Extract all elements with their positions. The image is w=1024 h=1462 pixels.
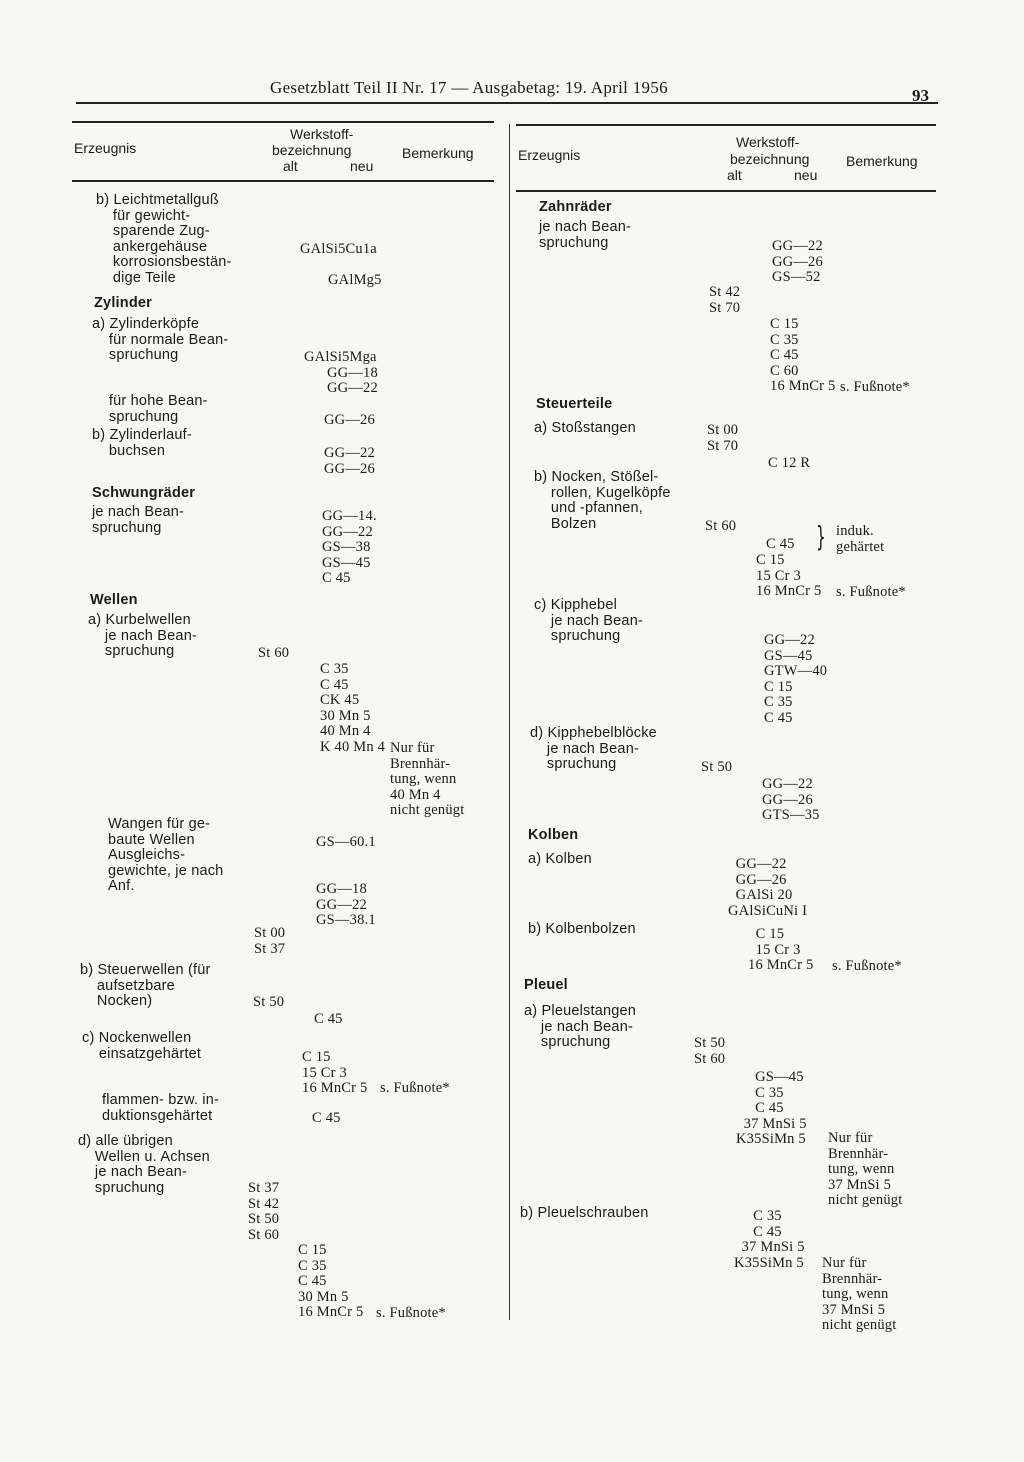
col-neu-right: neu bbox=[794, 167, 818, 183]
heading-schwungraeder: Schwungräder bbox=[92, 485, 196, 501]
right-top-rule bbox=[516, 124, 936, 126]
item-kolben: a) Kolben bbox=[528, 851, 592, 867]
bem-nocken-stoessel-2: s. Fußnote* bbox=[836, 584, 906, 600]
col-bemerkung-left: Bemerkung bbox=[402, 145, 474, 161]
item-zahnraeder: je nach Bean- spruchung bbox=[539, 219, 632, 251]
neu-leichtmetall-2: GAlMg5 bbox=[328, 272, 382, 288]
col-bemerkung-right: Bemerkung bbox=[846, 153, 918, 169]
neu-wangen-1: GS—60.1 bbox=[316, 834, 376, 850]
neu-zylinderkoepfe: GAlSi5Mga GG—18 GG—22 bbox=[304, 349, 378, 397]
col-erzeugnis-left: Erzeugnis bbox=[74, 140, 137, 156]
alt-uebrige-wellen: St 37 St 42 St 50 St 60 bbox=[248, 1180, 280, 1243]
neu-nocken-stoessel-2: C 15 15 Cr 3 16 MnCr 5 bbox=[756, 552, 822, 600]
neu-stossstangen: C 12 R bbox=[768, 455, 811, 471]
item-kurbelwellen: a) Kurbelwellen je nach Bean- spruchung bbox=[88, 612, 197, 660]
neu-flammengehaertet: C 45 bbox=[312, 1110, 341, 1126]
col-werkstoff-right: Werkstoff- bbox=[736, 134, 800, 150]
neu-kurbelwellen: C 35 C 45 CK 45 30 Mn 5 40 Mn 4 K 40 Mn 4 bbox=[320, 661, 386, 755]
item-steuerwellen: b) Steuerwellen (für aufsetzbare Nocken) bbox=[80, 962, 211, 1010]
alt-stossstangen: St 00 St 70 bbox=[707, 422, 739, 454]
right-head-rule bbox=[516, 190, 936, 192]
neu-kipphebelbloecke: GG—22 GG—26 GTS—35 bbox=[762, 776, 820, 824]
alt-pleuelstangen: St 50 St 60 bbox=[694, 1035, 726, 1067]
heading-zahnraeder: Zahnräder bbox=[539, 199, 612, 215]
neu-kipphebel: GG—22 GS—45 GTW—40 C 15 C 35 C 45 bbox=[764, 632, 828, 726]
item-zylinderkoepfe: a) Zylinderköpfe für normale Bean- spruchung bbox=[92, 316, 229, 364]
col-alt-left: alt bbox=[283, 158, 298, 174]
item-flammengehaertet: flammen- bzw. in- duktionsgehärtet bbox=[102, 1092, 220, 1124]
bem-pleuelstangen: Nur für Brennhär- tung, wenn 37 MnSi 5 nicht genügt bbox=[828, 1130, 903, 1209]
alt-wangen: St 00 St 37 bbox=[254, 925, 286, 957]
neu-pleuelschrauben: C 35 C 45 37 MnSi 5 K35SiMn 5 bbox=[734, 1208, 805, 1271]
neu-leichtmetall-1: GAlSi5Cu1a bbox=[300, 241, 377, 257]
heading-kolben: Kolben bbox=[528, 827, 579, 843]
item-schwungraeder: je nach Bean- spruchung bbox=[92, 504, 185, 536]
bem-nocken-stoessel-1: induk. gehärtet bbox=[836, 523, 885, 555]
page-number: 93 bbox=[912, 86, 929, 105]
neu-zahnraeder-1: GG—22 GG—26 GS—52 bbox=[772, 238, 823, 286]
item-wangen: Wangen für ge- baute Wellen Ausgleichs- gewichte, je nach Anf. bbox=[108, 816, 224, 895]
neu-schwungraeder: GG—14. GG—22 GS—38 GS—45 C 45 bbox=[322, 508, 377, 587]
neu-kolbenbolzen: C 15 15 Cr 3 16 MnCr 5 bbox=[748, 926, 814, 974]
item-kolbenbolzen: b) Kolbenbolzen bbox=[528, 921, 636, 937]
item-kipphebelbloecke: d) Kipphebelblöcke je nach Bean- spruchung bbox=[530, 725, 657, 773]
neu-pleuelstangen: GS—45 C 35 C 45 37 MnSi 5 K35SiMn 5 bbox=[736, 1069, 807, 1148]
item-pleuelschrauben: b) Pleuelschrauben bbox=[520, 1205, 649, 1221]
neu-steuerwellen: C 45 bbox=[314, 1011, 343, 1027]
item-nockenwellen: c) Nockenwellen einsatzgehärtet bbox=[82, 1030, 202, 1062]
neu-wangen-2: GG—18 GG—22 GS—38.1 bbox=[316, 881, 376, 929]
alt-steuerwellen: St 50 bbox=[253, 994, 285, 1010]
bem-uebrige-wellen: s. Fußnote* bbox=[376, 1305, 446, 1321]
bem-kolbenbolzen: s. Fußnote* bbox=[832, 958, 902, 974]
col-bezeichnung-left: bezeichnung bbox=[272, 142, 352, 158]
alt-kipphebelbloecke: St 50 bbox=[701, 759, 733, 775]
col-neu-left: neu bbox=[350, 158, 374, 174]
bem-kurbelwellen: Nur für Brennhär- tung, wenn 40 Mn 4 nicht genügt bbox=[390, 740, 465, 819]
col-bezeichnung-right: bezeichnung bbox=[730, 151, 810, 167]
item-nocken-stoessel: b) Nocken, Stößel- rollen, Kugelköpfe und -pfannen, Bolzen bbox=[534, 469, 671, 532]
bem-nockenwellen: s. Fußnote* bbox=[380, 1080, 450, 1096]
item-hohe-beanspruchung: für hohe Bean- spruchung bbox=[108, 393, 208, 425]
col-alt-right: alt bbox=[727, 167, 742, 183]
heading-zylinder: Zylinder bbox=[94, 295, 152, 311]
heading-steuerteile: Steuerteile bbox=[536, 396, 613, 412]
alt-kurbelwellen: St 60 bbox=[258, 645, 290, 661]
heading-pleuel: Pleuel bbox=[524, 977, 568, 993]
bem-zahnraeder: s. Fußnote* bbox=[840, 379, 910, 395]
heading-wellen: Wellen bbox=[90, 592, 138, 608]
neu-kolben: GG—22 GG—26 GAlSi 20 GAlSiCuNi I bbox=[728, 856, 808, 919]
item-zylinderlaufbuchsen: b) Zylinderlauf- buchsen bbox=[92, 427, 192, 459]
col-erzeugnis-right: Erzeugnis bbox=[518, 147, 581, 163]
neu-nockenwellen: C 15 15 Cr 3 16 MnCr 5 bbox=[302, 1049, 368, 1097]
item-stossstangen: a) Stoßstangen bbox=[534, 420, 636, 436]
bem-pleuelschrauben: Nur für Brennhär- tung, wenn 37 MnSi 5 nicht genügt bbox=[822, 1255, 897, 1334]
alt-zahnraeder: St 42 St 70 bbox=[709, 284, 741, 316]
neu-uebrige-wellen: C 15 C 35 C 45 30 Mn 5 16 MnCr 5 bbox=[298, 1242, 364, 1321]
neu-hohe-beanspruchung: GG—26 bbox=[324, 412, 375, 428]
col-werkstoff-left: Werkstoff- bbox=[290, 126, 354, 142]
item-uebrige-wellen: d) alle übrigen Wellen u. Achsen je nach Bean- spruchung bbox=[78, 1133, 210, 1196]
alt-nocken-stoessel: St 60 bbox=[705, 518, 737, 534]
neu-nocken-stoessel-1: C 45 bbox=[766, 536, 795, 552]
item-pleuelstangen: a) Pleuelstangen je nach Bean- spruchung bbox=[524, 1003, 637, 1051]
item-kipphebel: c) Kipphebel je nach Bean- spruchung bbox=[534, 597, 643, 645]
neu-zylinderlaufbuchsen: GG—22 GG—26 bbox=[324, 445, 375, 477]
item-leichtmetallguss: b) Leichtmetallguß für gewicht- sparende Zug- ankergehäuse korrosionsbestän- dige Teile bbox=[96, 192, 232, 286]
page-header: Gesetzblatt Teil II Nr. 17 — Ausgabetag: 19. April 1956 bbox=[270, 78, 668, 97]
neu-zahnraeder-2: C 15 C 35 C 45 C 60 16 MnCr 5 bbox=[770, 316, 836, 395]
brace-induk: } bbox=[816, 520, 826, 553]
